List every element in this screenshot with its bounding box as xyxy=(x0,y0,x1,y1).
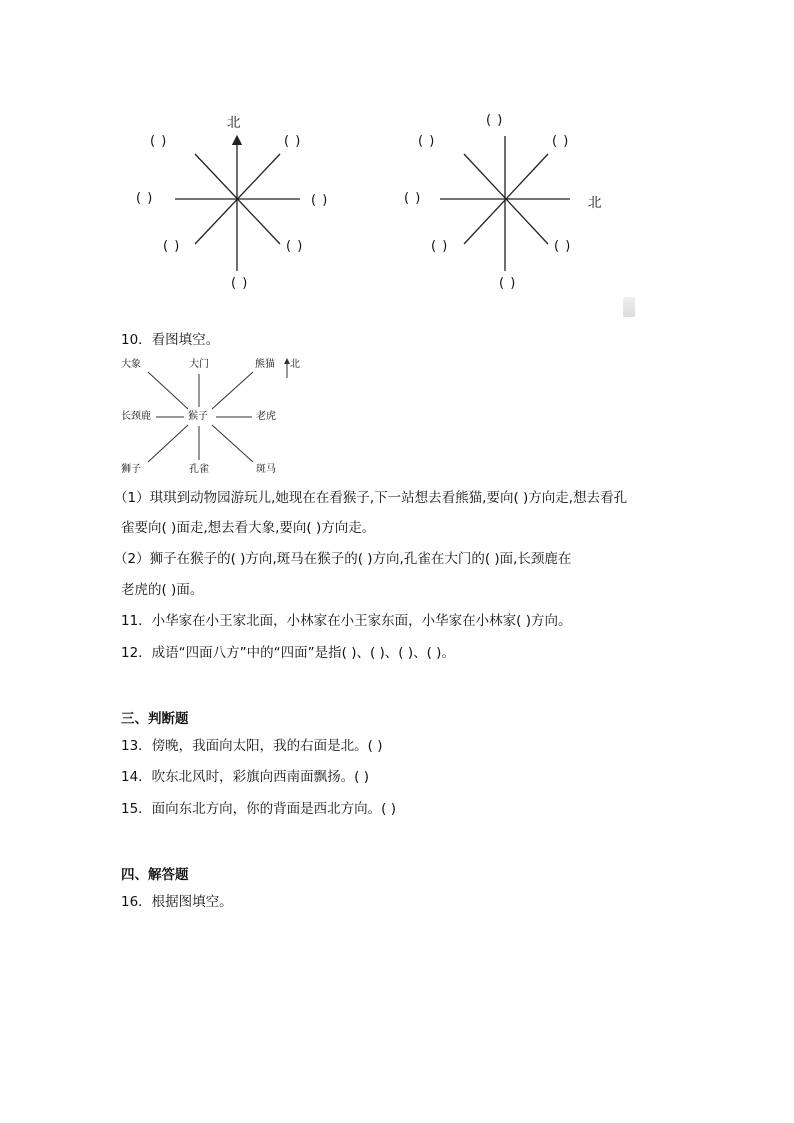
map-north-label: 北 xyxy=(290,359,300,370)
map-gate: 大门 xyxy=(189,359,209,370)
map-line-se xyxy=(212,425,253,462)
scan-mark xyxy=(623,297,635,317)
q14-text: 14．吹东北风时，彩旗向西南面飘扬。( ) xyxy=(121,769,370,785)
q16-text: 16．根据图填空。 xyxy=(121,894,233,910)
q10-part1-line1: （1）琪琪到动物园游玩儿,她现在在看猴子,下一站想去看熊猫,要向( )方向走,想去看孔 xyxy=(114,490,628,506)
map-line-ne xyxy=(212,372,253,409)
q15-text: 15．面向东北方向，你的背面是西北方向。( ) xyxy=(121,801,397,817)
map-panda: 熊猫 xyxy=(255,359,275,370)
q10-part2-line1: （2）狮子在猴子的( )方向,斑马在猴子的( )方向,孔雀在大门的( )面,长颈鹿在 xyxy=(114,551,572,567)
map-line-nw xyxy=(148,372,188,409)
compass1-north-label: 北 xyxy=(227,115,241,131)
compass1-se-blank: ( ) xyxy=(286,239,304,254)
section4-heading: 四、解答题 xyxy=(121,867,189,883)
map-line-sw xyxy=(148,425,188,462)
compass2-ne-blank: ( ) xyxy=(552,134,570,149)
compass2-se-blank: ( ) xyxy=(554,239,572,254)
map-monkey: 猴子 xyxy=(188,411,208,422)
map-elephant: 大象 xyxy=(121,359,141,370)
compass2-s-blank: ( ) xyxy=(499,276,517,291)
q10-part1-line2: 雀要向( )面走,想去看大象,要向( )方向走。 xyxy=(121,520,376,536)
q13-text: 13．傍晚，我面向太阳，我的右面是北。( ) xyxy=(121,738,383,754)
compass1-w-blank: ( ) xyxy=(136,191,154,206)
map-peacock: 孔雀 xyxy=(189,464,209,475)
q10-title: 10．看图填空。 xyxy=(121,332,220,348)
q12-text: 12．成语“四面八方”中的“四面”是指( )、( )、( )、( )。 xyxy=(121,645,455,661)
compass-diagram-2 xyxy=(400,108,640,308)
compass2-sw-blank: ( ) xyxy=(431,239,449,254)
compass1-s-blank: ( ) xyxy=(231,276,249,291)
compass1-e-blank: ( ) xyxy=(311,193,329,208)
compass1-sw-blank: ( ) xyxy=(163,239,181,254)
compass2-east-north-label: 北 xyxy=(588,195,602,211)
q11-text: 11．小华家在小王家北面，小林家在小王家东面，小华家在小林家( )方向。 xyxy=(121,613,572,629)
compass2-w-blank: ( ) xyxy=(404,191,422,206)
compass2-nw-blank: ( ) xyxy=(418,134,436,149)
compass1-nw-blank: ( ) xyxy=(150,134,168,149)
map-tiger: 老虎 xyxy=(256,411,276,422)
map-giraffe: 长颈鹿 xyxy=(121,411,151,422)
map-zebra: 斑马 xyxy=(256,464,276,475)
compass2-n-blank: ( ) xyxy=(486,113,504,128)
compass1-ne-blank: ( ) xyxy=(284,134,302,149)
q10-part2-line2: 老虎的( )面。 xyxy=(121,582,204,598)
section3-heading: 三、判断题 xyxy=(121,711,189,727)
map-lion: 狮子 xyxy=(121,464,141,475)
